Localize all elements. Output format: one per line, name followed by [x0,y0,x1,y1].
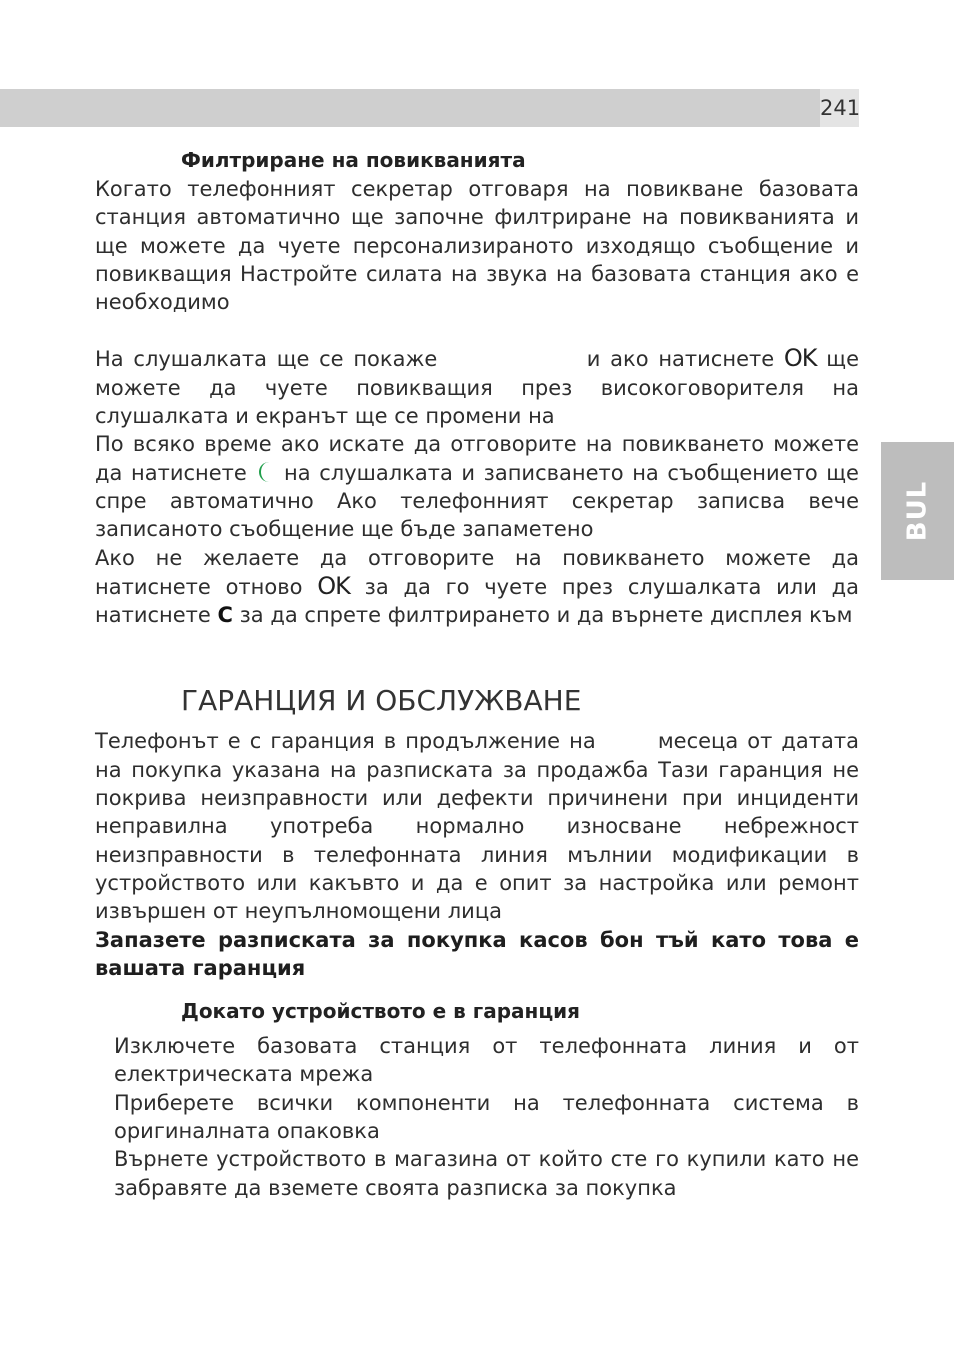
language-tab-label: BUL [902,480,933,542]
header-bar [0,89,820,127]
warranty-steps-list [95,1032,859,1202]
warranty-paragraph: Телефонът е с гаранция в продължение на месеца от датата на покупка указана на разписката за продажба Тази гаранция не покрива неизправности или дефекти причинени при инциденти неправилна употреба нормално износване небрежност неизправности в телефонната линия мълнии модификации в устройството или какъвто и да е опит за настройка или ремонт извършен от неупълномощени лица [95,729,859,924]
call-screening-paragraph-3: По всяко време ако искате да отговорите на повикването можете да натиснете на слушалката и записването на съобщението ще спре автоматично Ако телефонният секретар записва вече записаното съобщение ще бъде запаметено [95,432,859,542]
warranty-bold-note: Запазете разписката за покупка касов бон тъй като това е вашата гаранция [95,927,859,980]
list-item: Върнете устройството в магазина от който сте го купили като не забравяте да вземете своята разписка за покупка [114,1147,859,1200]
page-number: 241 [820,89,859,127]
language-tab [881,442,954,580]
c-key-icon: C [217,603,233,628]
page-content [95,145,859,1202]
under-warranty-heading: Докато устройството е в гаранция [181,999,581,1024]
list-item: Изключете базовата станция от телефонната линия и от електрическата мрежа [114,1034,859,1087]
list-item: Приберете всички компоненти на телефонната система в оригиналната опаковка [114,1090,859,1144]
ok-key-icon: OK [317,571,350,600]
call-screening-paragraph-1: Когато телефонният секретар отговаря на повикване базовата станция автоматично ще започне филтриране на повикванията и ще можете да чуете персонализираното изходящо съобщение и повикващия Настройте силата на звука на базовата станция ако е необходимо [95,177,859,315]
call-screening-paragraph-2: На слушалката ще се покаже и ако натиснете OK ще можете да чуете повикващия през високоговорителя на слушалката и екранът ще се промени на [95,344,859,429]
warranty-heading: ГАРАНЦИЯ И ОБСЛУЖВАНЕ [181,684,582,718]
ok-key-icon: OK [783,344,817,373]
call-key-icon [259,462,271,482]
call-screening-heading: Филтриране на повикванията [181,148,526,172]
call-screening-paragraph-4: Ако не желаете да отговорите на повикването можете да натиснете отново OK за да го чуете през слушалката или да натиснете C за да спрете филтрирането и да върнете дисплея към [95,545,859,628]
